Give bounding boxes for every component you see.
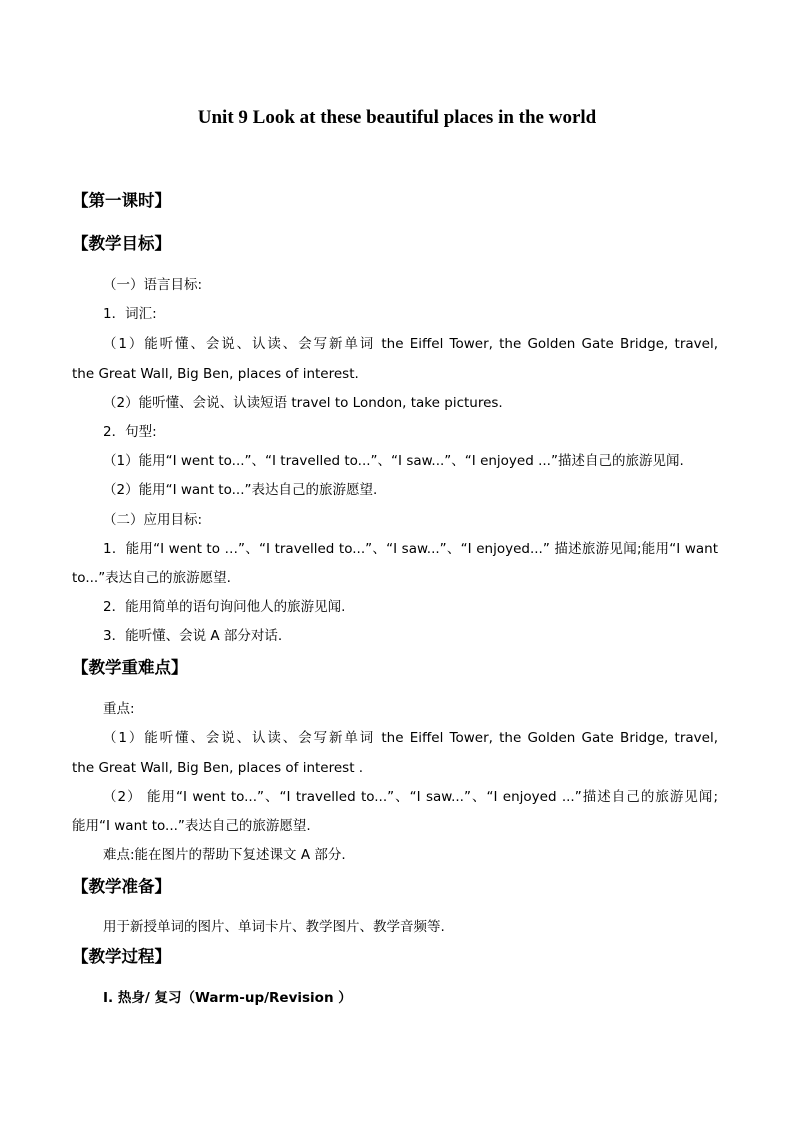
preparation-heading: 【教学准备】: [72, 877, 171, 896]
objectives-line: 2．能用简单的语句询问他人的旅游见闻.: [103, 599, 346, 615]
objectives-line: 3．能听懂、会说 A 部分对话.: [103, 628, 283, 644]
objectives-line: 1．词汇:: [103, 306, 157, 322]
objectives-line: （1）能听懂、会说、认读、会写新单词 the Eiffel Tower, the Golden Gate Bridge, travel,: [103, 336, 718, 352]
objectives-line: （一）语言目标:: [103, 277, 203, 293]
objectives-line: （2）能听懂、会说、认读短语 travel to London, take pictures.: [103, 395, 503, 411]
key-points-line: （2） 能用“I went to...”、“I travelled to...”、“I saw...”、“I enjoyed ...”描述自己的旅游见闻;: [103, 789, 718, 805]
document-title: Unit 9 Look at these beautiful places in the world: [197, 107, 597, 128]
objectives-line: the Great Wall, Big Ben, places of interest.: [72, 366, 359, 382]
key-points-line: 难点:能在图片的帮助下复述课文 A 部分.: [103, 847, 346, 863]
objectives-line: 2．句型:: [103, 424, 157, 440]
key-points-line: 能用“I want to...”表达自己的旅游愿望.: [72, 818, 311, 834]
objectives-line: （1）能用“I went to...”、“I travelled to...”、“I saw...”、“I enjoyed ...”描述自己的旅游见闻.: [103, 453, 684, 469]
process-heading: 【教学过程】: [72, 947, 171, 966]
key-points-heading: 【教学重难点】: [72, 658, 188, 677]
objectives-line: （二）应用目标:: [103, 512, 203, 528]
objectives-line: 1．能用“I went to …”、“I travelled to...”、“I saw...”、“I enjoyed...” 描述旅游见闻;能用“I want: [103, 541, 718, 557]
objectives-heading: 【教学目标】: [72, 234, 171, 253]
lesson-label: 【第一课时】: [72, 191, 171, 210]
preparation-line: 用于新授单词的图片、单词卡片、教学图片、教学音频等.: [103, 919, 445, 935]
key-points-line: the Great Wall, Big Ben, places of interest .: [72, 760, 364, 776]
objectives-line: （2）能用“I want to...”表达自己的旅游愿望.: [103, 482, 378, 498]
key-points-line: （1）能听懂、会说、认读、会写新单词 the Eiffel Tower, the Golden Gate Bridge, travel,: [103, 730, 718, 746]
key-points-line: 重点:: [103, 701, 135, 717]
objectives-line: to...”表达自己的旅游愿望.: [72, 570, 231, 586]
process-step-heading: I. 热身/ 复习（Warm-up/Revision ）: [103, 990, 352, 1006]
